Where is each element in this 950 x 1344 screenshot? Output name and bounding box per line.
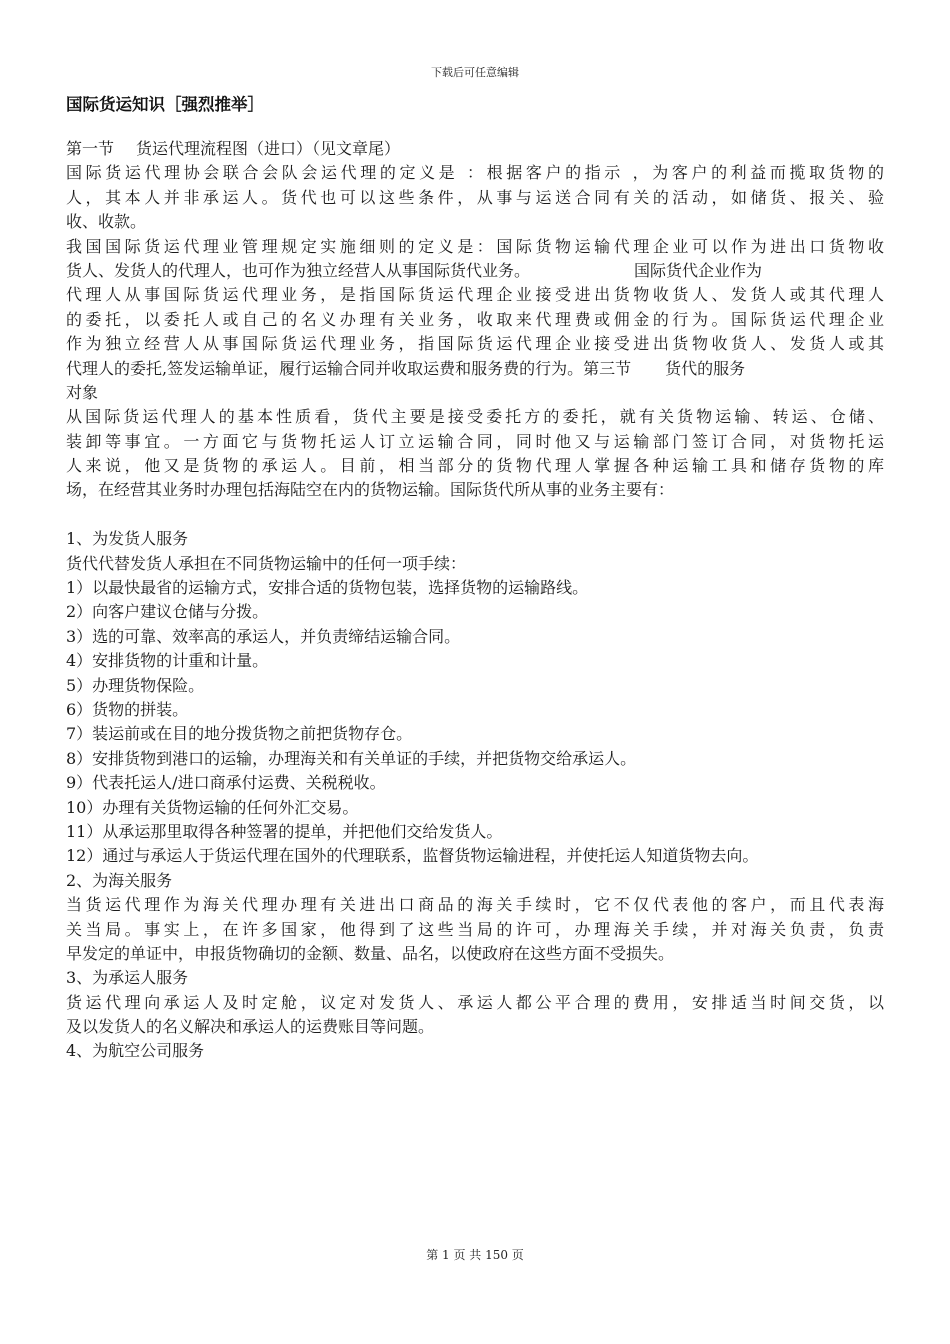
list-item: 7）装运前或在目的地分拨货物之前把货物存仓。 <box>66 724 413 744</box>
list-item: 8）安排货物到港口的运输，办理海关和有关单证的手续，并把货物交给承运人。 <box>66 748 637 768</box>
list-item: 10）办理有关货物运输的任何外汇交易。 <box>66 797 359 817</box>
paragraph-line: 对象 <box>66 382 99 402</box>
paragraph-line <box>66 357 884 381</box>
paragraph-line <box>66 259 884 283</box>
list-item: 2）向客户建议仓储与分拨。 <box>66 602 269 622</box>
paragraph-line: 国际货运代理协会联合会队会运代理的定义是 ：根据客户的指示 ，为客户的利益而揽取货物的 <box>66 163 884 183</box>
list-item: 4）安排货物的计重和计量。 <box>66 651 269 671</box>
paragraph-line: 及以发货人的名义解决和承运人的运费账目等问题。 <box>66 1017 435 1037</box>
paragraph-line: 收、收款。 <box>66 212 147 232</box>
paragraph-line: 场，在经营其业务时办理包括海陆空在内的货物运输。国际货代所从事的业务主要有： <box>66 480 675 500</box>
document-body <box>66 137 884 1064</box>
paragraph-line: 我国国际货运代理业管理规定实施细则的定义是：国际货物运输代理企业可以作为进出口货物收 <box>66 236 884 256</box>
paragraph-text: 代理人的委托,签发运输单证，履行运输合同并收取运费和服务费的行为。第三节 <box>66 358 632 378</box>
paragraph-line: 代理人从事国际货运代理业务，是指国际货运代理企业接受进出货物收货人、发货人或其代理人 <box>66 285 884 305</box>
page-header-note: 下载后可任意编辑 <box>431 66 519 79</box>
paragraph-text: 国际货代企业作为 <box>634 260 763 280</box>
section-title: 货运代理流程图（进口）（见文章尾） <box>136 139 401 158</box>
list-item: 1）以最快最省的运输方式，安排合适的货物包装，选择货物的运输路线。 <box>66 578 589 598</box>
section-heading <box>66 137 884 161</box>
paragraph-line: 关当局。事实上，在许多国家，他得到了这些当局的许可，办理海关手续，并对海关负责，负责 <box>66 919 884 939</box>
page-footer: 第 1 页 共 150 页 <box>426 1248 524 1262</box>
list-item: 12）通过与承运人于货运代理在国外的代理联系，监督货物运输进程，并使托运人知道货物去向。 <box>66 846 759 866</box>
paragraph-line: 的委托，以委托人或自己的名义办理有关业务，收取来代理费或佣金的行为。国际货运代理企业 <box>66 309 884 329</box>
paragraph-line: 当货运代理作为海关代理办理有关进出口商品的海关手续时，它不仅代表他的客户，而且代表海 <box>66 895 884 915</box>
list-heading: 3、为承运人服务 <box>66 968 189 988</box>
list-heading: 4、为航空公司服务 <box>66 1041 205 1061</box>
list-item: 11）从承运那里取得各种签署的提单，并把他们交给发货人。 <box>66 821 503 841</box>
paragraph-text: 货人、发货人的代理人，也可作为独立经营人从事国际货代业务。 <box>66 260 531 280</box>
paragraph-line: 装卸等事宜。一方面它与货物托运人订立运输合同，同时他又与运输部门签订合同，对货物托运 <box>66 431 884 451</box>
paragraph-line: 作为独立经营人从事国际货运代理业务，指国际货运代理企业接受进出货物收货人、发货人或其 <box>66 334 884 354</box>
paragraph-line: 从国际货运代理人的基本性质看，货代主要是接受委托方的委托，就有关货物运输、转运、仓储、 <box>66 407 884 427</box>
list-heading: 1、为发货人服务 <box>66 529 189 549</box>
list-item: 6）货物的拼装。 <box>66 699 189 719</box>
blank-line <box>66 503 884 527</box>
list-item: 9）代表托运人/进口商承付运费、关税税收。 <box>66 773 386 793</box>
section-number: 第一节 <box>66 139 115 158</box>
list-item: 3）选的可靠、效率高的承运人，并负责缔结运输合同。 <box>66 626 461 646</box>
paragraph-line: 货代代替发货人承担在不同货物运输中的任何一项手续： <box>66 553 467 573</box>
list-item: 5）办理货物保险。 <box>66 675 205 695</box>
document-title: 国际货运知识［强烈推举］ <box>66 95 264 114</box>
paragraph-line: 早发定的单证中，申报货物确切的金额、数量、品名，以使政府在这些方面不受损失。 <box>66 943 675 963</box>
paragraph-line: 人来说，他又是货物的承运人。目前，相当部分的货物代理人掌握各种运输工具和储存货物的库 <box>66 456 884 476</box>
paragraph-line: 人，其本人并非承运人。货代也可以这些条件，从事与运送合同有关的活动，如储货、报关、验 <box>66 187 884 207</box>
paragraph-line: 货运代理向承运人及时定舱，议定对发货人、承运人都公平合理的费用，安排适当时间交货，以 <box>66 992 884 1012</box>
list-heading: 2、为海关服务 <box>66 870 173 890</box>
section-title: 货代的服务 <box>665 358 746 378</box>
